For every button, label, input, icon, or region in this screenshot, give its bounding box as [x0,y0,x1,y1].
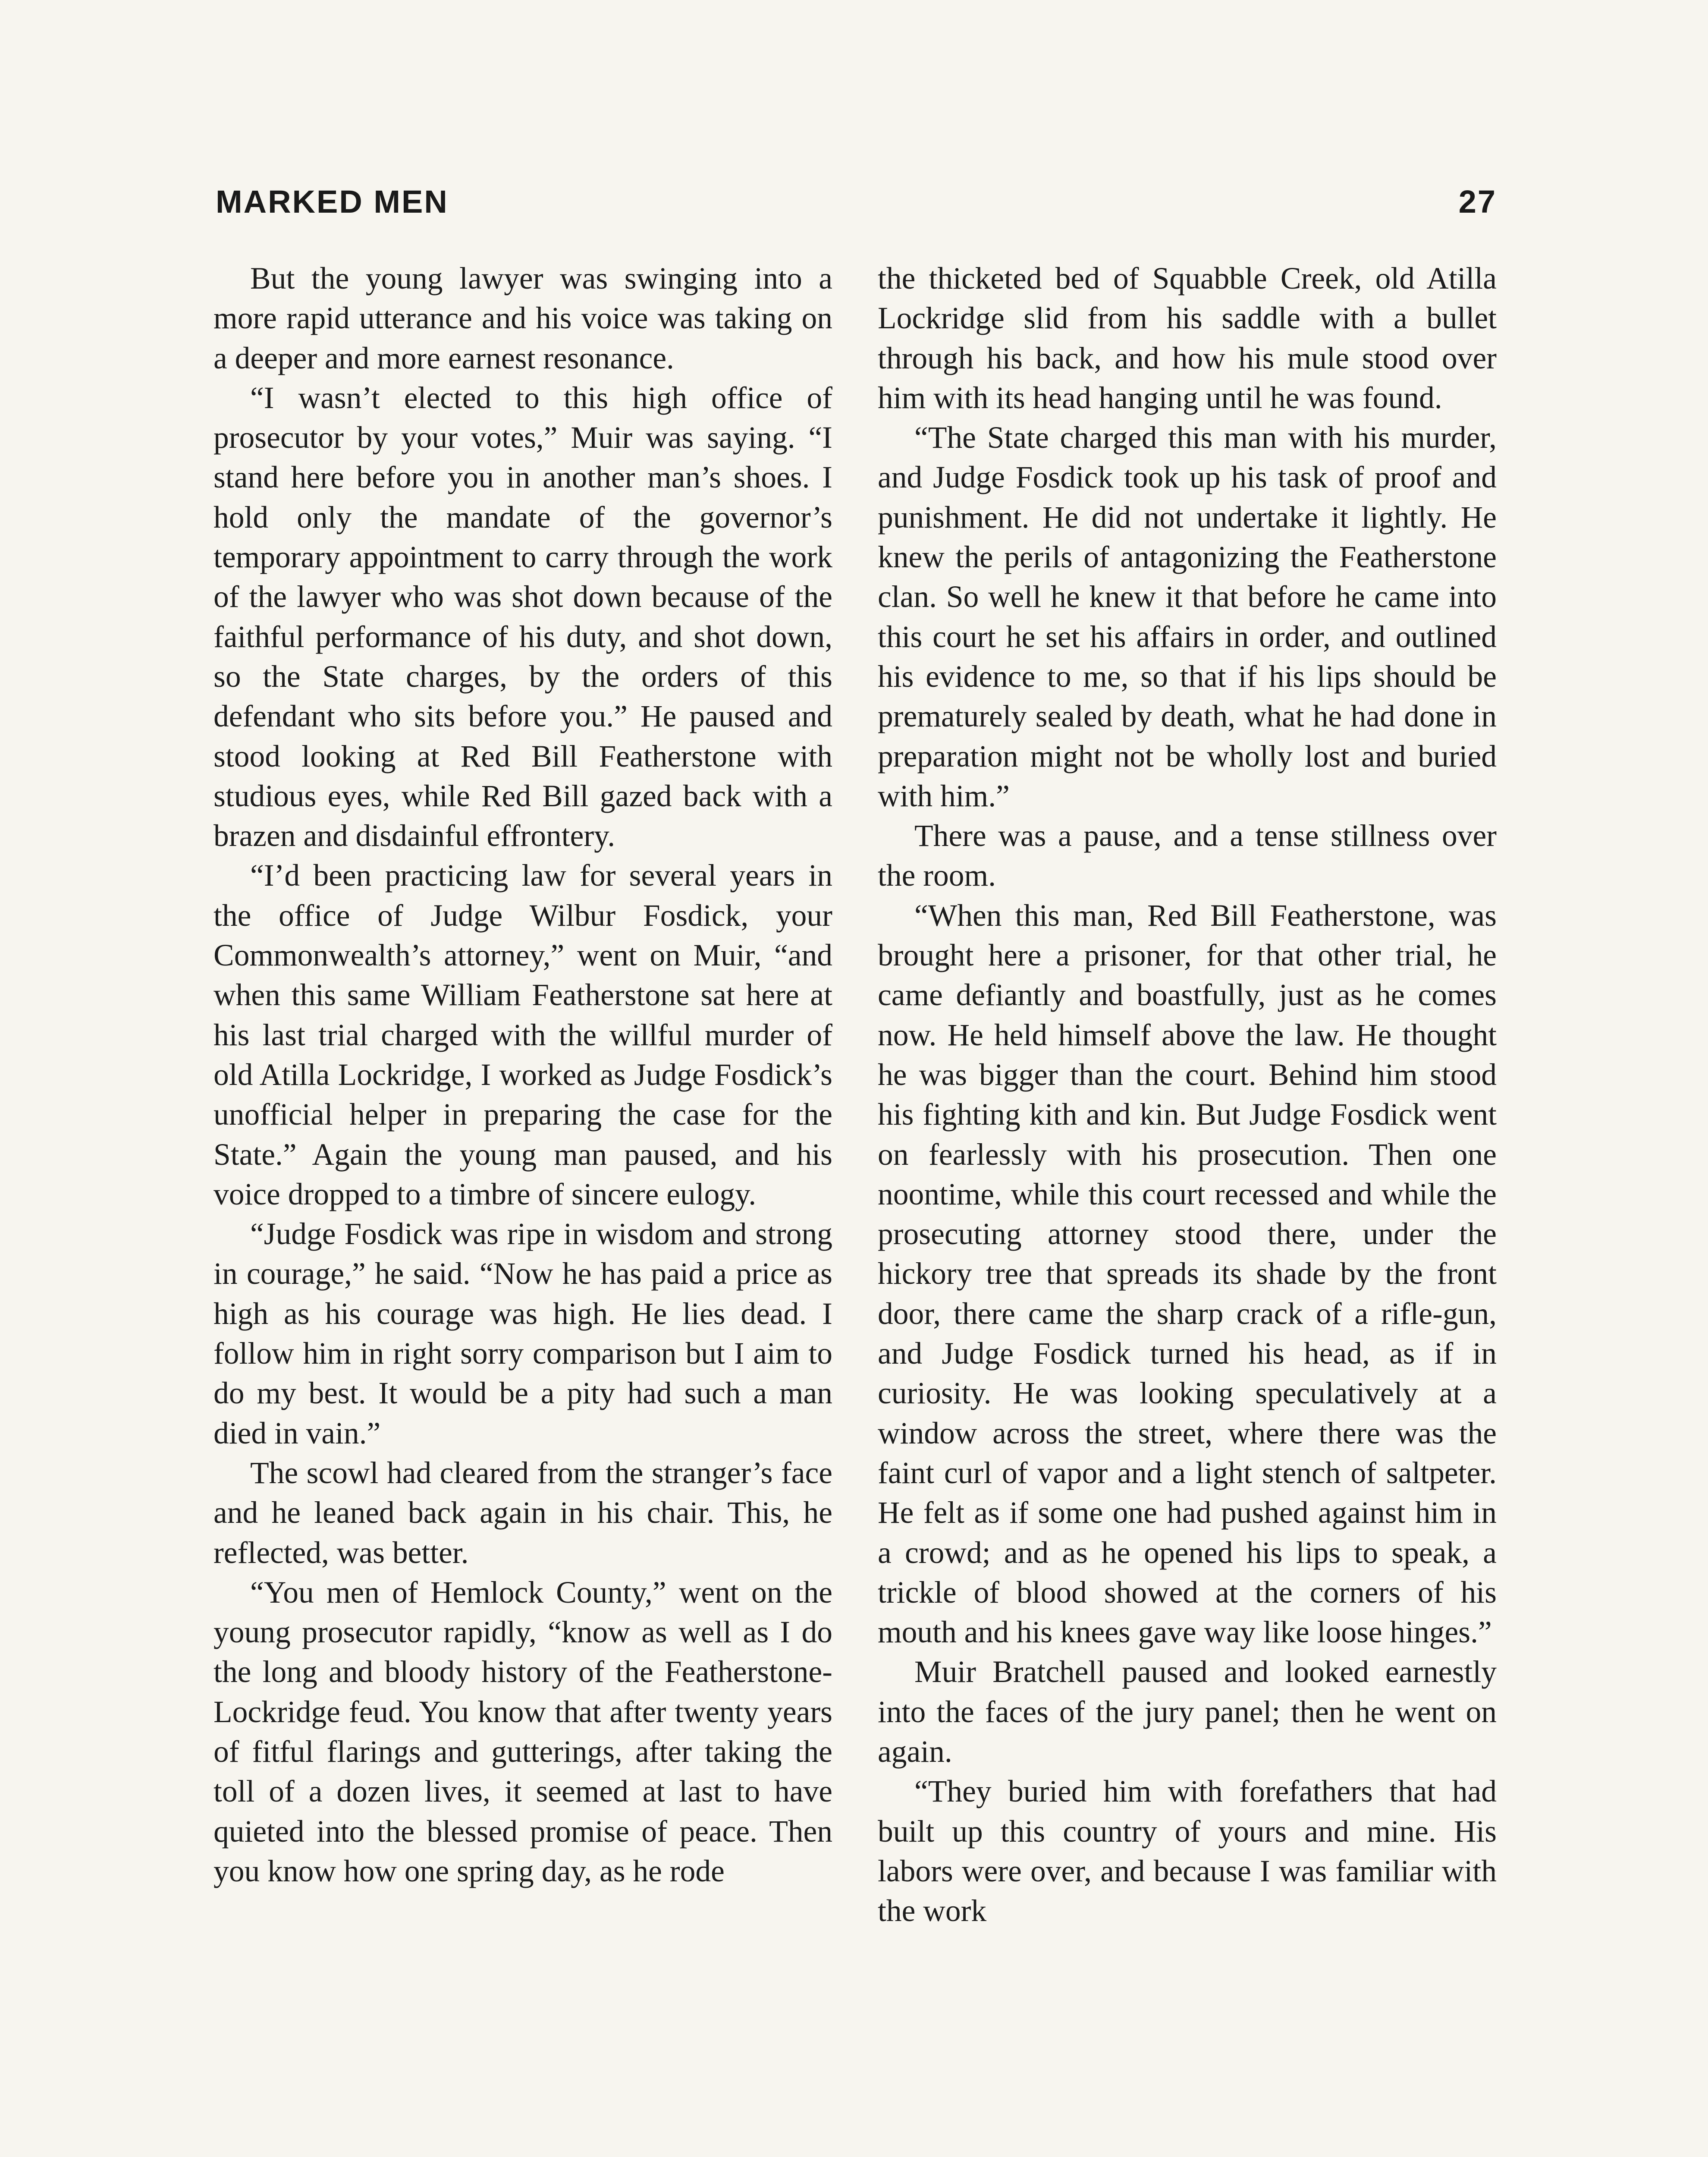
paragraph: There was a pause, and a tense stillness over the room. [878,819,1497,893]
paragraph: “You men of Hemlock County,” went on the young prosecutor rapidly, “know as well as I do the long and bloody history of the Featherstone-Lockridge feud. You know that after twenty years of fitful flarings and gutterings, after taking the toll of a dozen lives, it seemed at last to have quieted into the blessed promise of peace. Then you know how one spring day, as he rode [214,1575,832,1888]
paragraph: “Judge Fosdick was ripe in wisdom and strong in courage,” he said. “Now he has paid a price as high as his courage was high. He lies dead. I follow him in right sorry comparison but I aim to do my best. It would be a pity had such a man died in vain.” [214,1217,832,1450]
paragraph: Muir Bratchell paused and looked earnestly into the faces of the jury panel; then he went on again. [878,1655,1497,1769]
paragraph: “When this man, Red Bill Featherstone, was brought here a prisoner, for that other trial, he came defiantly and boastfully, just as he comes now. He held himself above the law. He thought he was bigger than the court. Behind him stood his fighting kith and kin. But Judge Fosdick went on fearlessly with his prosecution. Then one noontime, while this court recessed and while the prosecuting attorney stood there, under the hickory tree that spreads its shade by the front door, there came the sharp crack of a rifle-gun, and Judge Fosdick turned his head, as if in curiosity. He was looking speculatively at a window across the street, where there was the faint curl of vapor and a light stench of saltpeter. He felt as if some one had pushed against him in a crowd; and as he opened his lips to speak, a trickle of blood showed at the corners of his mouth and his knees gave way like loose hinges.” [878,898,1497,1650]
paragraph-continued: the thicketed bed of Squabble Creek, old Atilla Lockridge slid from his saddle with a bullet through his back, and how his mule stood over him with its head hanging until he was found. [878,261,1497,415]
left-column [214,259,832,1891]
paragraph: The scowl had cleared from the stranger’s face and he leaned back again in his chair. This, he reflected, was better. [214,1456,832,1570]
paragraph: But the young lawyer was swinging into a more rapid utterance and his voice was taking on a deeper and more earnest resonance. [214,261,832,375]
paragraph: “I’d been practicing law for several years in the office of Judge Wilbur Fosdick, your Commonwealth’s attorney,” went on Muir, “and when this same William Featherstone sat here at his last trial charged with the willful murder of old Atilla Lockridge, I worked as Judge Fosdick’s unofficial helper in preparing the case for the State.” Again the young man paused, and his voice dropped to a timbre of sincere eulogy. [214,858,832,1211]
right-column [878,259,1497,1931]
paragraph: “The State charged this man with his murder, and Judge Fosdick took up his task of proof and punishment. He did not undertake it lightly. He knew the perils of antagonizing the Featherstone clan. So well he knew it that before he came into this court he set his affairs in order, and outlined his evidence to me, so that if his lips should be prematurely sealed by death, what he had done in preparation might not be wholly lost and buried with him.” [878,421,1497,813]
paragraph: “I wasn’t elected to this high office of prosecutor by your votes,” Muir was saying. “I stand here before you in another man’s shoes. I hold only the mandate of the governor’s temporary appointment to carry through the work of the lawyer who was shot down because of the faithful performance of his duty, and shot down, so the State charges, by the orders of this defendant who sits before you.” He paused and stood looking at Red Bill Featherstone with studious eyes, while Red Bill gazed back with a brazen and disdainful effrontery. [214,380,832,853]
page-number: 27 [1458,184,1497,220]
running-head [216,183,1497,231]
paragraph: “They buried him with forefathers that had built up this country of yours and mine. His labors were over, and because I was familiar with the work [878,1774,1497,1928]
running-head-title: MARKED MEN [216,184,449,220]
